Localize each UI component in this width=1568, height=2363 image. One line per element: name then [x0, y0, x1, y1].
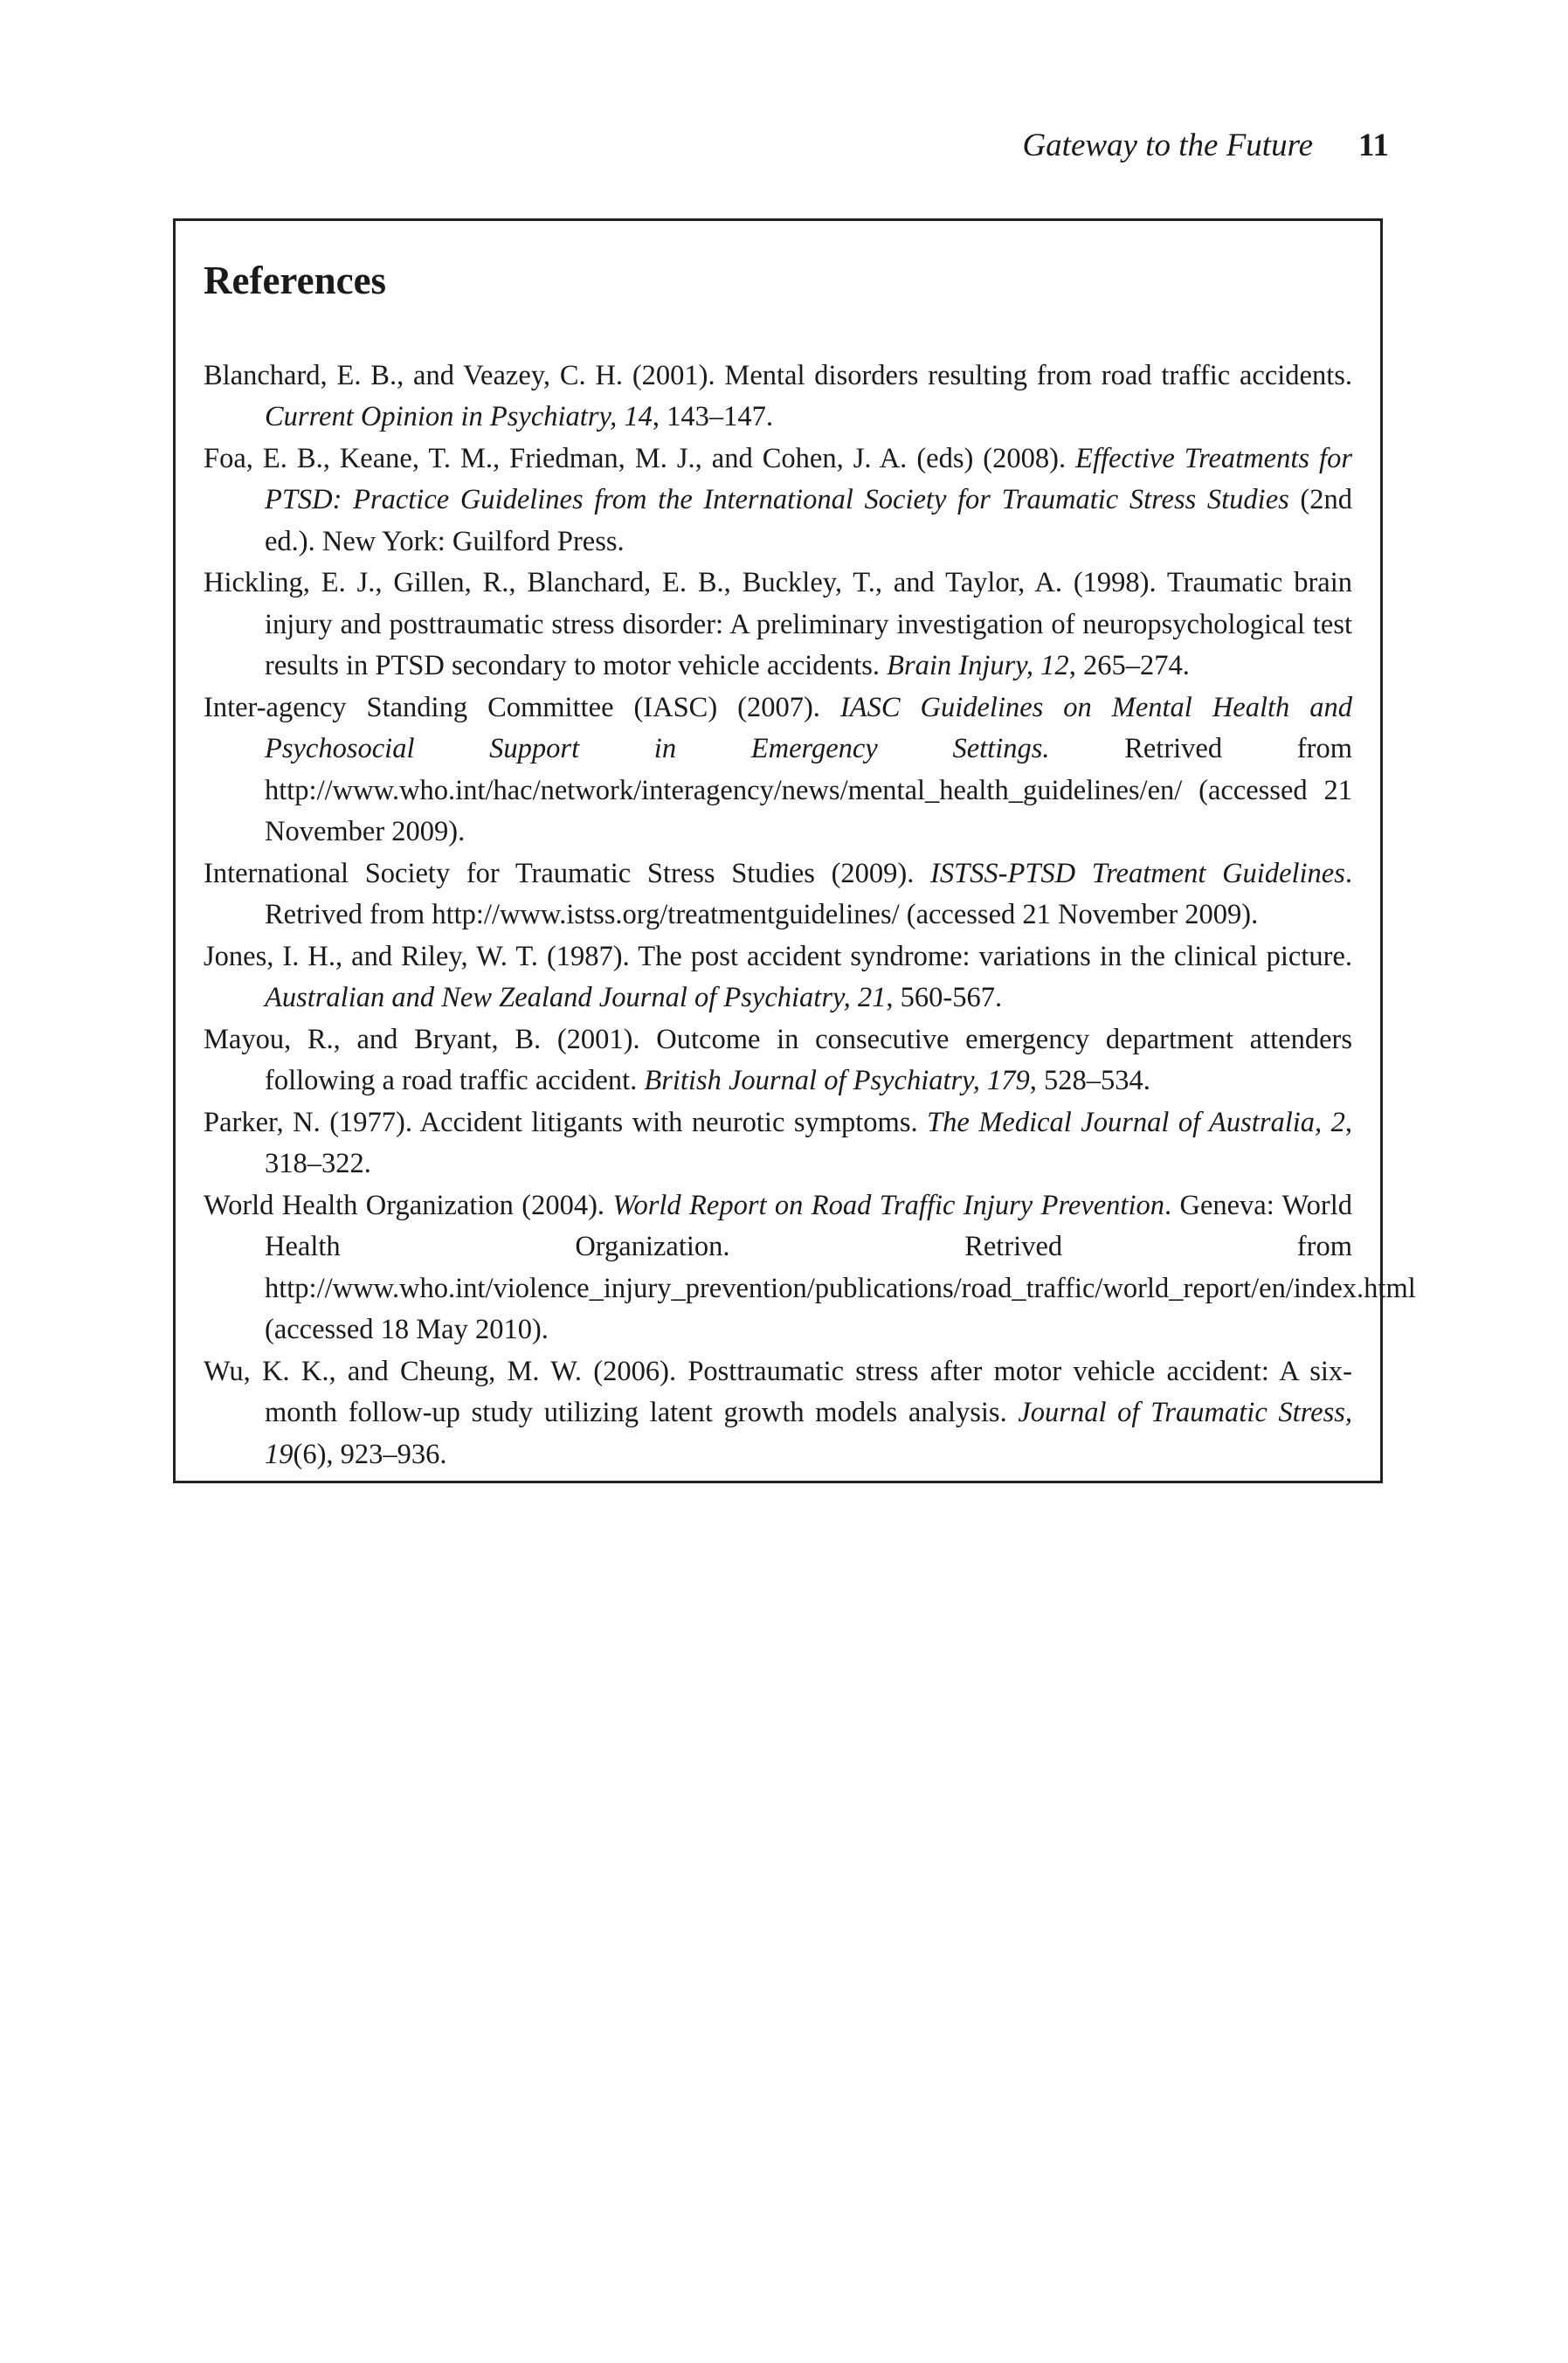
- reference-source-title: Brain Injury, 12: [887, 650, 1069, 681]
- reference-text: , 528–534.: [1029, 1065, 1150, 1096]
- reference-text: Parker, N. (1977). Accident litigants with neurotic symptoms.: [204, 1106, 928, 1138]
- references-heading: References: [204, 259, 387, 302]
- reference-text: , 143–147.: [652, 401, 773, 432]
- reference-entry-hickling: [204, 563, 1352, 687]
- reference-text: Mayou, R., and Bryant, B. (2001). Outcome in consecutive emergency department attenders following a road traffic accident.: [204, 1023, 1352, 1096]
- reference-text: , 318–322.: [265, 1106, 1352, 1179]
- reference-text: . Retrived from http://www.istss.org/treatmentguidelines/ (accessed 21 November 2009).: [265, 857, 1352, 930]
- page-number: 11: [1358, 128, 1389, 163]
- reference-entry-iasc: [204, 687, 1352, 853]
- reference-entry-mayou: [204, 1019, 1352, 1102]
- reference-text: Hickling, E. J., Gillen, R., Blanchard, E. B., Buckley, T., and Taylor, A. (1998). Traumatic brain injury and posttraumatic stress disorder: A preliminary investigation of neuropsychological test results in PTSD secondary to motor vehicle accidents.: [204, 567, 1352, 681]
- running-head: [1022, 129, 1389, 162]
- reference-text: International Society for Traumatic Stress Studies (2009).: [204, 857, 931, 889]
- reference-source-title: ISTSS-PTSD Treatment Guidelines: [930, 857, 1345, 889]
- reference-text: Blanchard, E. B., and Veazey, C. H. (2001). Mental disorders resulting from road traffic accidents.: [204, 359, 1352, 391]
- reference-source-title: World Report on Road Traffic Injury Prevention: [612, 1189, 1164, 1221]
- reference-text: Wu, K. K., and Cheung, M. W. (2006). Posttraumatic stress after motor vehicle accident: A six-month follow-up study utilizing latent growth models analysis.: [204, 1355, 1352, 1428]
- reference-text: , 265–274.: [1068, 650, 1190, 681]
- reference-text: , 560-567.: [886, 982, 1003, 1013]
- reference-entry-istss: [204, 853, 1352, 936]
- reference-source-title: Journal of Traumatic Stress, 19: [265, 1397, 1352, 1470]
- reference-entry-foa: [204, 439, 1352, 563]
- reference-source-title: British Journal of Psychiatry, 179: [644, 1065, 1030, 1096]
- reference-entry-jones: [204, 936, 1352, 1019]
- running-head-title: Gateway to the Future: [1022, 128, 1314, 163]
- reference-source-title: IASC Guidelines on Mental Health and Psychosocial Support in Emergency Settings.: [265, 691, 1353, 764]
- reference-text: Retrived from http://www.who.int/hac/network/interagency/news/mental_health_guidelines/en/ (accessed 21 November 2009).: [265, 733, 1352, 847]
- references-box: [173, 218, 1416, 1483]
- reference-text: World Health Organization (2004).: [204, 1189, 613, 1221]
- reference-text: (2nd ed.). New York: Guilford Press.: [265, 484, 1352, 557]
- reference-text: (6), 923–936.: [293, 1438, 447, 1470]
- reference-source-title: Current Opinion in Psychiatry, 14: [265, 401, 653, 432]
- reference-text: Foa, E. B., Keane, T. M., Friedman, M. J., and Cohen, J. A. (eds) (2008).: [204, 442, 1076, 474]
- reference-text: Jones, I. H., and Riley, W. T. (1987). The post accident syndrome: variations in the clinical picture.: [204, 940, 1352, 972]
- reference-text: . Geneva: World Health Organization. Retrived from http://www.who.int/violence_injury_prevention/publications/road_traffic/world_report/en/index.html (accessed 18 May 2010).: [265, 1189, 1416, 1345]
- reference-source-title: The Medical Journal of Australia, 2: [927, 1106, 1345, 1138]
- reference-entry-parker: [204, 1102, 1352, 1185]
- reference-source-title: Australian and New Zealand Journal of Psychiatry, 21: [265, 982, 887, 1013]
- reference-list: [204, 356, 1416, 1476]
- reference-text: Inter-agency Standing Committee (IASC) (2007).: [204, 691, 840, 723]
- reference-source-title: Effective Treatments for PTSD: Practice Guidelines from the International Society for Traumatic Stress Studies: [265, 442, 1352, 515]
- reference-entry-blanchard: [204, 356, 1352, 439]
- reference-entry-wu: [204, 1351, 1352, 1476]
- reference-entry-who: [204, 1185, 1416, 1351]
